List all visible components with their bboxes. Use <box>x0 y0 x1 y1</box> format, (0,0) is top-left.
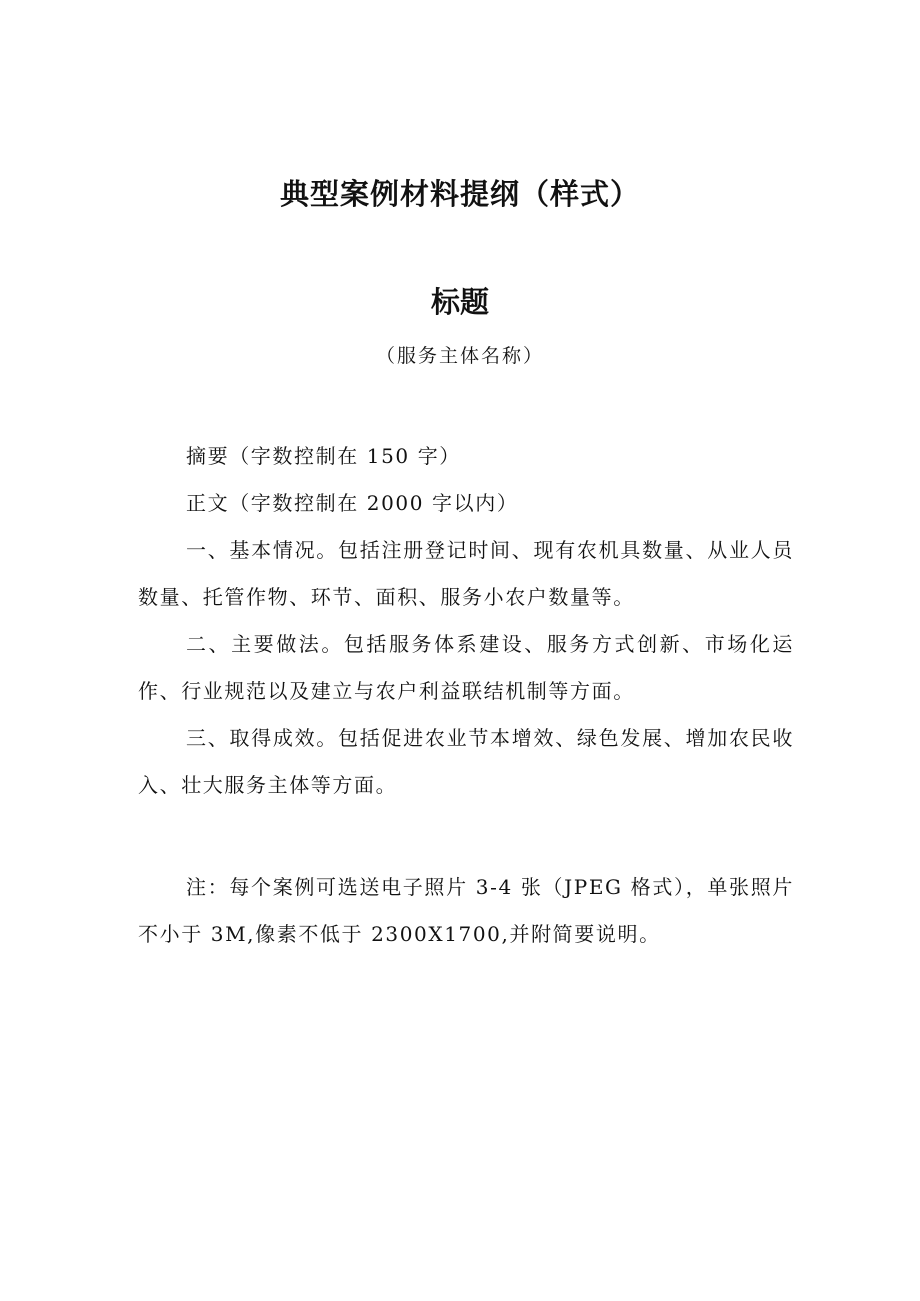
body-text <box>138 433 794 809</box>
main-text-paragraph: 正文（字数控制在 2000 字以内） <box>186 491 519 515</box>
main-practices-paragraph: 二、主要做法。包括服务体系建设、服务方式创新、市场化运作、行业规范以及建立与农户利益联结机制等方面。 <box>138 632 794 703</box>
basic-info-paragraph: 一、基本情况。包括注册登记时间、现有农机具数量、从业人员数量、托管作物、环节、面积、服务小农户数量等。 <box>138 538 794 609</box>
note-block <box>138 864 794 958</box>
photo-note: 注：每个案例可选送电子照片 3-4 张（JPEG 格式），单张照片不小于 3M,像素不低于 2300X1700,并附简要说明。 <box>138 875 794 946</box>
document-title: 典型案例材料提纲（样式） <box>279 177 640 211</box>
results-paragraph: 三、取得成效。包括促进农业节本增效、绿色发展、增加农民收入、壮大服务主体等方面。 <box>138 726 794 797</box>
service-entity-name: （服务主体名称） <box>375 345 544 367</box>
section-heading: 标题 <box>430 285 489 319</box>
abstract-paragraph: 摘要（字数控制在 150 字） <box>186 444 461 468</box>
